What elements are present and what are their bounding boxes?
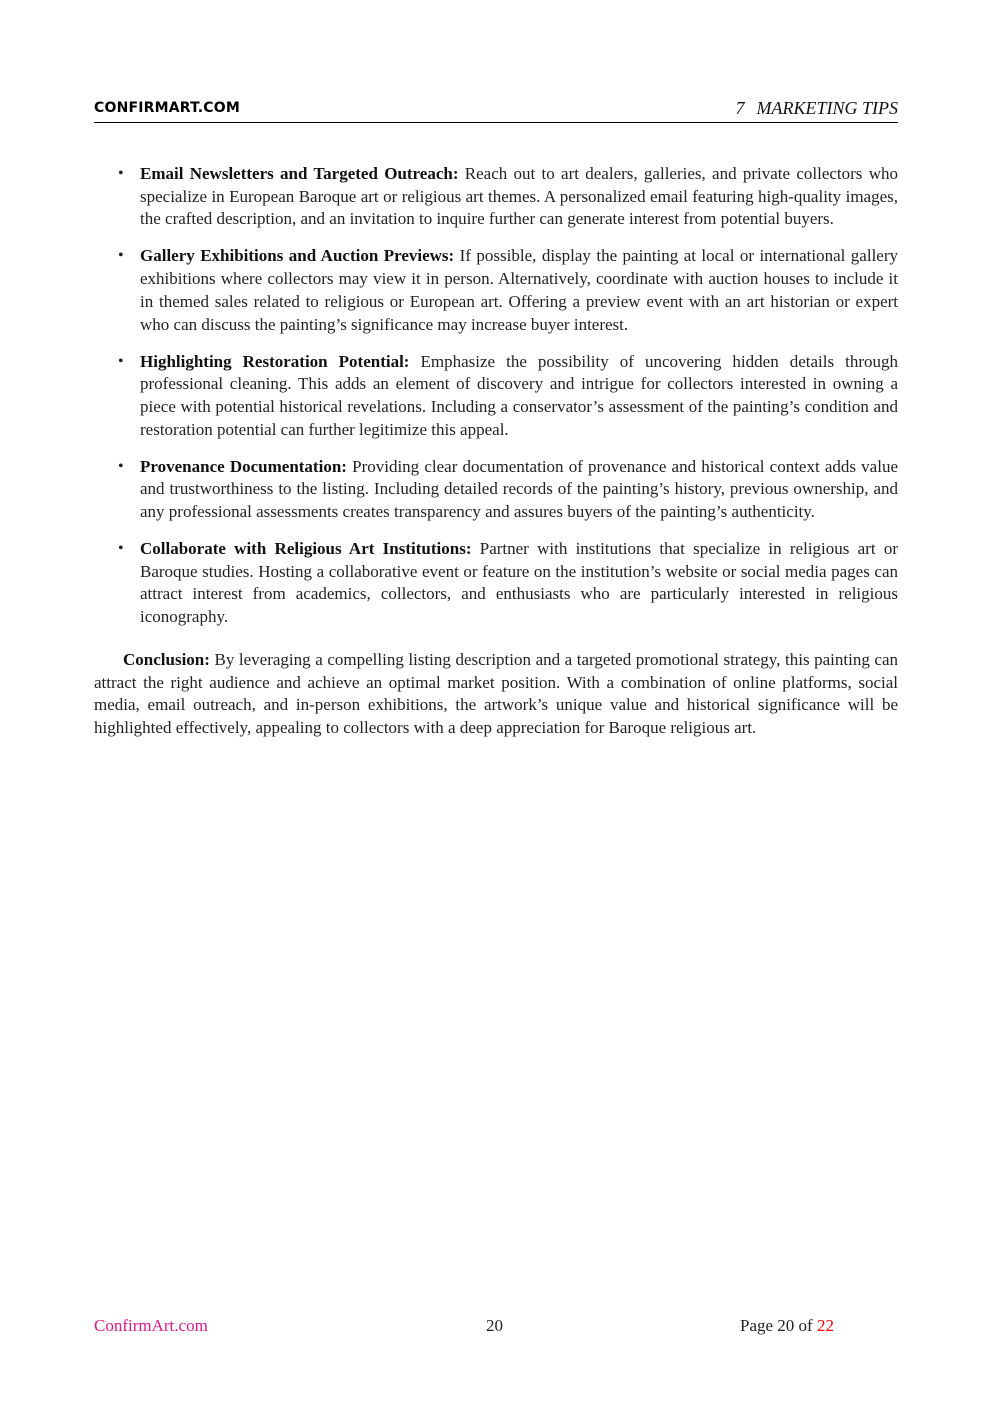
page-label: Page 20 of: [740, 1316, 813, 1335]
item-term: Provenance Documentation:: [140, 456, 347, 476]
list-item: [94, 245, 898, 336]
bullet-icon: •: [118, 352, 124, 370]
bullet-icon: •: [118, 540, 124, 558]
total-pages-link[interactable]: 22: [816, 1316, 834, 1335]
conclusion-paragraph: [94, 649, 898, 740]
item-term: Email Newsletters and Targeted Outreach:: [140, 164, 459, 183]
list-item: [94, 163, 898, 231]
footer-page-count: [740, 1316, 834, 1336]
footer-site-link[interactable]: ConfirmArt.com: [94, 1316, 208, 1335]
bullet-icon: •: [118, 165, 124, 182]
marketing-tips-list: [94, 163, 898, 629]
list-item: [94, 538, 898, 629]
site-logo: CONFIRMART.COM: [94, 100, 241, 116]
item-term: Highlighting Restoration Potential:: [140, 351, 410, 371]
list-item: [94, 456, 898, 524]
running-header: [94, 98, 898, 123]
item-text: Providing clear documentation of provenance and historical context adds value and trustworthiness to the listing. Including detailed records of the painting’s history, previous ownership, and any professional assessments creates transparency and assures buyers of the painting’s authenticity.: [140, 456, 898, 522]
footer-page-number: 20: [486, 1316, 503, 1335]
section-heading: [736, 98, 899, 119]
page-footer: [94, 1316, 898, 1340]
item-text: If possible, display the painting at local or international gallery exhibitions where collectors may view it in person. Alternatively, coordinate with auction houses to include it in themed sales related to religious or European art. Offering a preview event with an art historian or expert who can discuss the painting’s significance may increase buyer interest.: [140, 246, 898, 334]
bullet-icon: •: [118, 247, 124, 265]
bullet-icon: •: [118, 457, 124, 475]
item-text: Reach out to art dealers, galleries, and private collectors who specialize in European Baroque art or religious art themes. A personalized email featuring high-quality images, the crafted description, and an invitation to inquire further can generate interest from potential buyers.: [140, 164, 898, 229]
item-text: Partner with institutions that specialize in religious art or Baroque studies. Hosting a collaborative event or feature on the institution’s website or social media pages can attract interest from academics, collectors, and enthusiasts who are particularly interested in religious iconography.: [140, 539, 898, 627]
item-term: Gallery Exhibitions and Auction Previews:: [140, 246, 455, 266]
section-title: MARKETING TIPS: [756, 98, 898, 118]
item-term: Collaborate with Religious Art Institutions:: [140, 539, 472, 559]
main-content: [94, 163, 898, 740]
section-number: 7: [735, 98, 745, 118]
list-item: [94, 351, 898, 442]
conclusion-text: By leveraging a compelling listing description and a targeted promotional strategy, this painting can attract the right audience and achieve an optimal market position. With a combination of online platforms, social media, email outreach, and in-person exhibitions, the artwork’s unique value and historical significance will be highlighted effectively, appealing to collectors with a deep appreciation for Baroque religious art.: [94, 649, 898, 737]
conclusion-term: Conclusion:: [123, 649, 210, 669]
item-text: Emphasize the possibility of uncovering hidden details through professional cleaning. This adds an element of discovery and intrigue for collectors interested in owning a piece with potential historical revelations. Including a conservator’s assessment of the painting’s condition and restoration potential can further legitimize this appeal.: [140, 351, 898, 439]
